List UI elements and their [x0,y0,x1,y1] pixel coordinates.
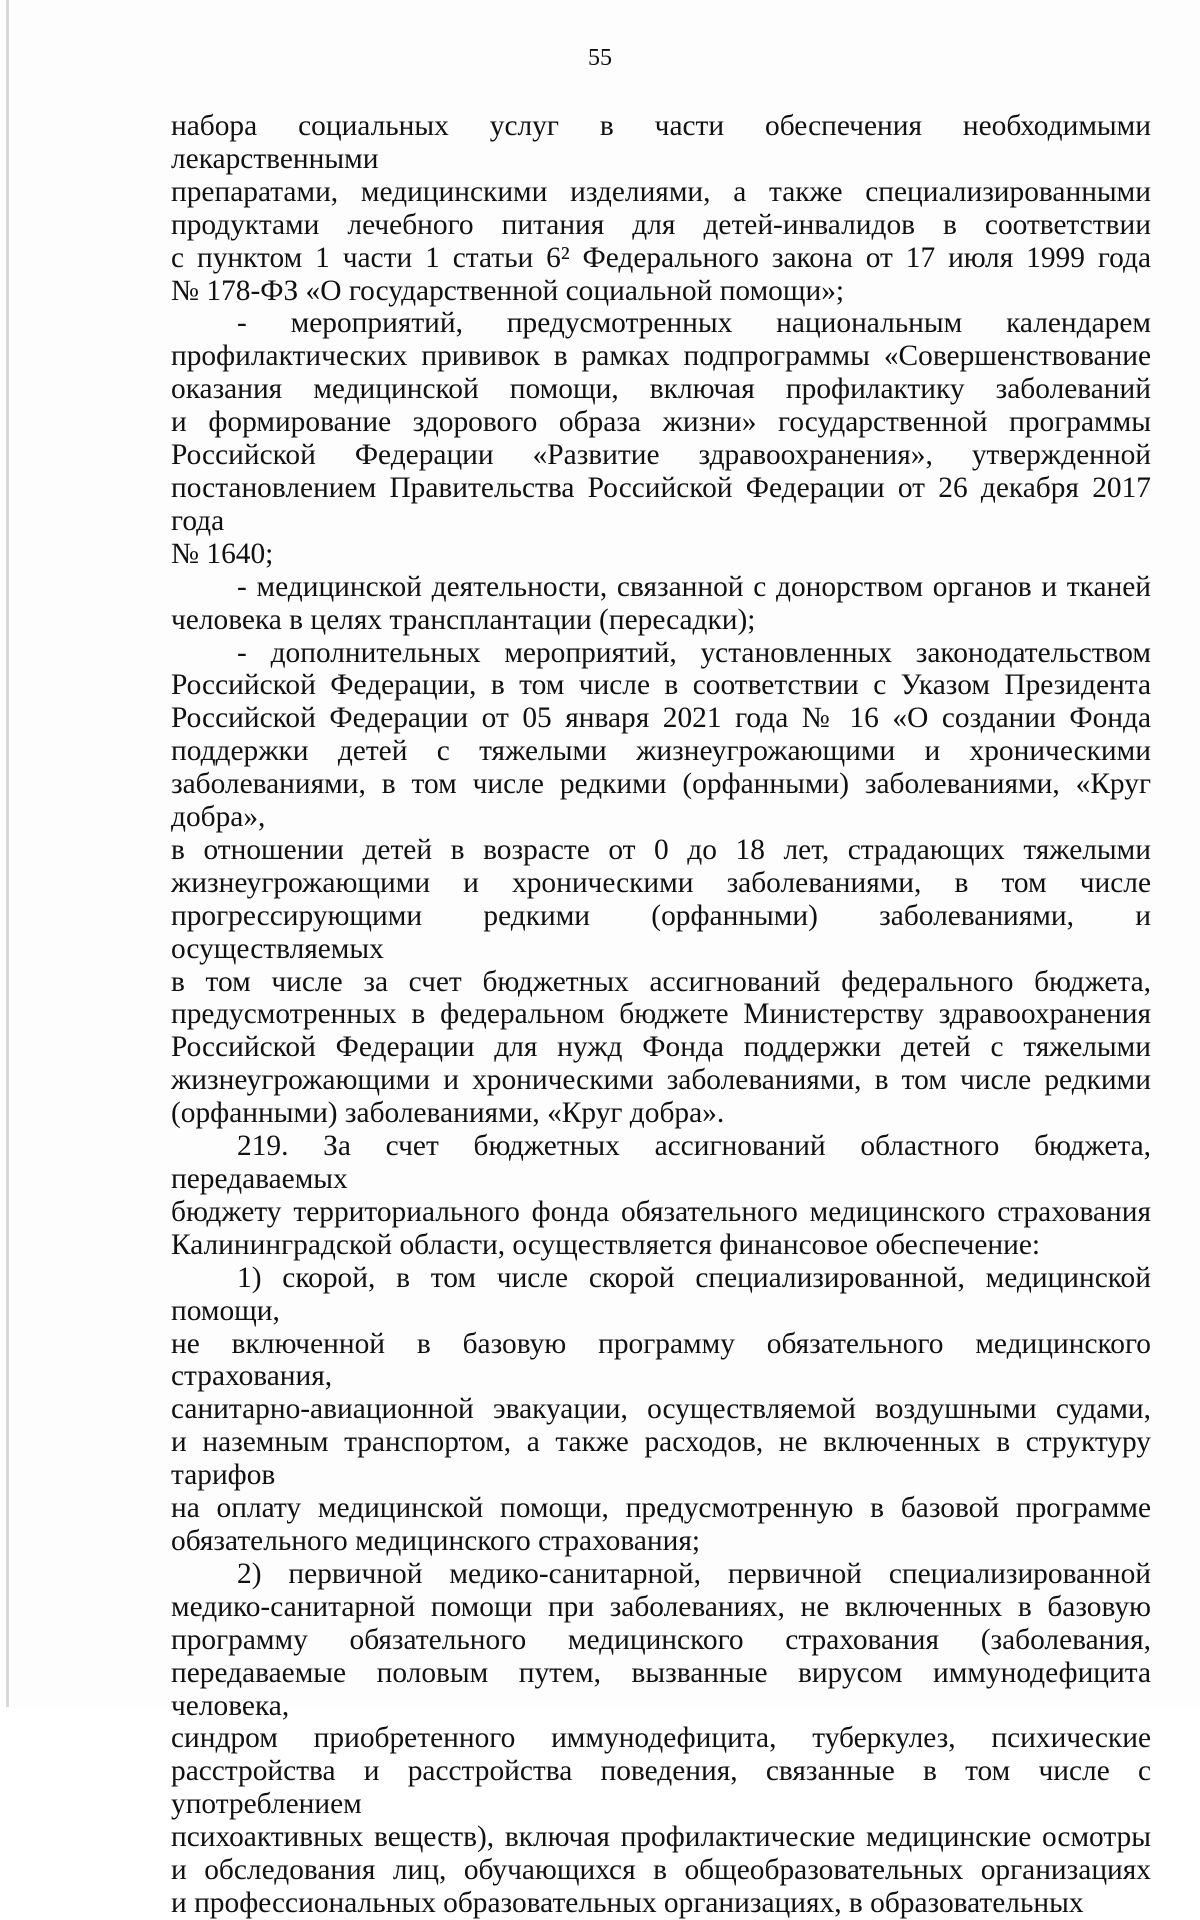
text-line: 2) первичной медико-санитарной, первичной специализированной [237,1557,1151,1590]
paragraph [171,637,1151,1131]
text-line: передаваемые половым путем, вызванные вирусом иммунодефицита человека, [171,1656,1151,1722]
text-line: предусмотренных в федеральном бюджете Министерству здравоохранения [171,998,1151,1031]
text-line: и обследования лиц, обучающихся в общеобразовательных организациях [171,1854,1151,1887]
text-line: и наземным транспортом, а также расходов, не включенных в структуру тарифов [171,1426,1151,1492]
paragraph [171,571,1151,637]
text-line: санитарно-авиационной эвакуации, осуществляемой воздушными судами, [171,1393,1151,1426]
text-line: 1) скорой, в том числе скорой специализированной, медицинской помощи, [171,1261,1151,1327]
paragraph [171,1130,1151,1262]
text-line: жизнеугрожающими и хроническими заболеваниями, в том числе [171,866,1151,899]
text-line: профилактических прививок в рамках подпрограммы «Совершенствование [171,340,1151,373]
text-line: Российской Федерации «Развитие здравоохранения», утвержденной [171,439,1151,472]
document-body [171,110,1151,1920]
text-line: синдром приобретенного иммунодефицита, туберкулез, психические [171,1722,1151,1755]
text-line: набора социальных услуг в части обеспечения необходимыми лекарственными [171,110,1151,175]
text-line: - мероприятий, предусмотренных национальным календарем [237,307,1151,340]
text-line: № 1640; [171,537,274,570]
text-line: не включенной в базовую программу обязательного медицинского страхования, [171,1327,1151,1393]
text-line: № 178-ФЗ «О государственной социальной помощи»; [171,274,845,307]
paragraph [171,1262,1151,1558]
text-line: психоактивных веществ), включая профилактические медицинские осмотры [171,1821,1151,1854]
text-line: 219. За счет бюджетных ассигнований областного бюджета, передаваемых [171,1130,1151,1195]
text-line: в том числе за счет бюджетных ассигнований федерального бюджета, [171,965,1151,998]
page-number: 55 [588,45,612,71]
text-line: жизнеугрожающими и хроническими заболеваниями, в том числе редкими [171,1064,1151,1097]
text-line: заболеваниями, в том числе редкими (орфанными) заболеваниями, «Круг добра», [171,768,1151,834]
text-line: Российской Федерации, в том числе в соответствии с Указом Президента [171,669,1151,702]
text-line: - дополнительных мероприятий, установленных законодательством [237,636,1151,669]
scan-edge-shadow [6,0,9,1707]
text-line: и профессиональных образовательных организациях, в образовательных [171,1886,1084,1919]
text-line: продуктами лечебного питания для детей-инвалидов в соответствии [171,208,1151,241]
paragraph [171,110,1151,307]
text-line: расстройства и расстройства поведения, связанные в том числе с употреблением [171,1755,1151,1821]
text-line: человека в целях трансплантации (пересадки); [171,603,756,636]
text-line: с пунктом 1 части 1 статьи 6² Федерального закона от 17 июля 1999 года [171,241,1151,274]
text-line: Российской Федерации от 05 января 2021 года № 16 «О создании Фонда [171,702,1151,735]
text-line: оказания медицинской помощи, включая профилактику заболеваний [171,373,1151,406]
text-line: (орфанными) заболеваниями, «Круг добра». [171,1097,725,1130]
text-line: постановлением Правительства Российской Федерации от 26 декабря 2017 года [171,471,1151,537]
text-line: Российской Федерации для нужд Фонда поддержки детей с тяжелыми [171,1031,1151,1064]
text-line: - медицинской деятельности, связанной с донорством органов и тканей [237,570,1151,603]
text-line: программу обязательного медицинского страхования (заболевания, [171,1623,1151,1656]
text-line: на оплату медицинской помощи, предусмотренную в базовой программе [171,1492,1151,1525]
text-line: препаратами, медицинскими изделиями, а также специализированными [171,175,1151,208]
text-line: и формирование здорового образа жизни» государственной программы [171,406,1151,439]
text-line: медико-санитарной помощи при заболеваниях, не включенных в базовую [171,1590,1151,1623]
text-line: прогрессирующими редкими (орфанными) заболеваниями, и осуществляемых [171,899,1151,965]
text-line: в отношении детей в возрасте от 0 до 18 лет, страдающих тяжелыми [171,833,1151,866]
text-line: Калининградской области, осуществляется финансовое обеспечение: [171,1228,1041,1261]
text-line: обязательного медицинского страхования; [171,1524,701,1557]
text-line: бюджету территориального фонда обязательного медицинского страхования [171,1195,1151,1228]
text-line: поддержки детей с тяжелыми жизнеугрожающими и хроническими [171,735,1151,768]
paragraph [171,307,1151,570]
paragraph [171,1558,1151,1920]
